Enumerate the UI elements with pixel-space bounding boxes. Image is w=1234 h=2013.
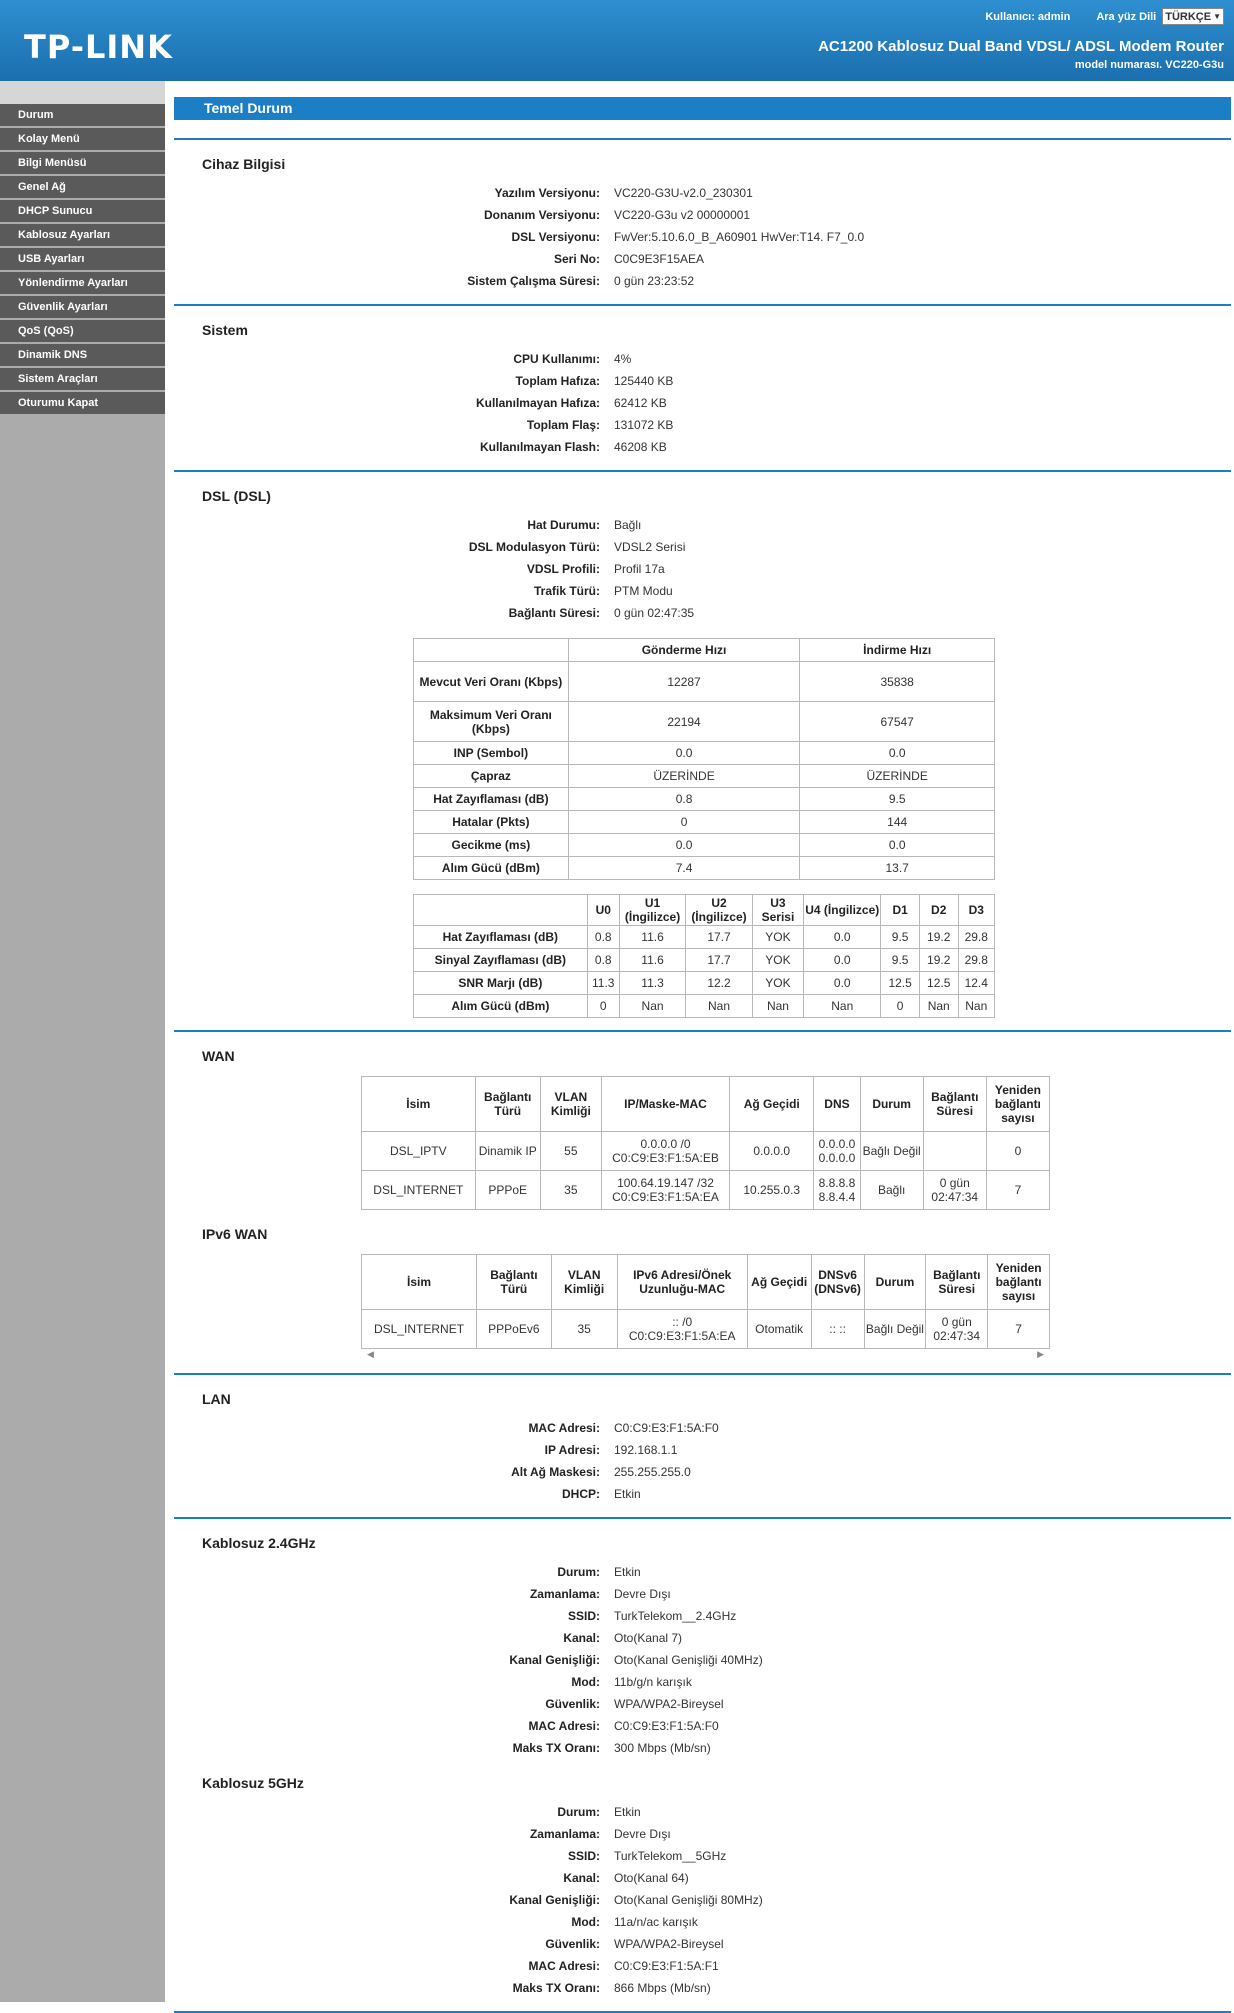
- info-row: [174, 1801, 1231, 1823]
- info-row: [174, 1715, 1231, 1737]
- table-row: [414, 972, 995, 995]
- section-title-system: Sistem: [202, 322, 248, 338]
- table-cell: 0: [986, 1132, 1049, 1171]
- table-header-cell: Ağ Geçidi: [747, 1255, 811, 1310]
- table-row: [414, 834, 995, 857]
- language-select-value: TÜRKÇE: [1165, 10, 1212, 23]
- table-cell: 22194: [568, 702, 800, 742]
- table-cell: 12.5: [919, 972, 958, 995]
- table-cell: [923, 1132, 986, 1171]
- info-label: Bağlantı Süresi:: [508, 606, 600, 620]
- info-row: [174, 182, 1231, 204]
- table-cell: Bağlı: [860, 1171, 923, 1210]
- sidebar-item-1[interactable]: Kolay Menü: [0, 128, 165, 150]
- section-title-wireless-24: Kablosuz 2.4GHz: [202, 1535, 316, 1551]
- page-title: Temel Durum: [174, 97, 1231, 120]
- table-cell: PPPoE: [475, 1171, 540, 1210]
- section-title-wan: WAN: [202, 1048, 235, 1064]
- tp-link-logo: TP-LINK: [24, 28, 173, 66]
- info-row: [174, 1977, 1231, 1999]
- sidebar-item-7[interactable]: Yönlendirme Ayarları: [0, 272, 165, 294]
- table-cell: 0.0: [568, 834, 800, 857]
- info-label: Kullanılmayan Hafıza:: [475, 396, 600, 410]
- table-cell: 9.5: [881, 926, 920, 949]
- info-label: CPU Kullanımı:: [513, 352, 600, 366]
- table-header-cell: [414, 639, 569, 662]
- table-cell: 9.5: [800, 788, 995, 811]
- info-value: Devre Dışı: [614, 1587, 671, 1601]
- info-label: VDSL Profili:: [526, 562, 600, 576]
- table-cell: Mevcut Veri Oranı (Kbps): [414, 662, 569, 702]
- table-header-cell: VLAN Kimliği: [551, 1255, 617, 1310]
- table-cell: 7.4: [568, 857, 800, 880]
- table-cell: Bağlı Değil: [860, 1132, 923, 1171]
- table-cell: 0.8: [568, 788, 800, 811]
- info-label: SSID:: [567, 1609, 600, 1623]
- table-cell: 8.8.8.8 8.8.4.4: [814, 1171, 860, 1210]
- info-value: Etkin: [614, 1805, 641, 1819]
- header-info: [818, 8, 1224, 71]
- table-header-cell: VLAN Kimliği: [540, 1077, 601, 1132]
- info-label: Güvenlik:: [545, 1937, 600, 1951]
- table-header-cell: DNSv6 (DNSv6): [811, 1255, 864, 1310]
- info-row: [174, 1823, 1231, 1845]
- section-title-ipv6-wan: IPv6 WAN: [202, 1226, 268, 1242]
- info-row: [174, 1671, 1231, 1693]
- table-cell: DSL_INTERNET: [362, 1310, 477, 1349]
- info-row: [174, 1955, 1231, 1977]
- info-row: [174, 392, 1231, 414]
- ui-language-label: Ara yüz Dili: [1096, 10, 1157, 23]
- info-value: Oto(Kanal 64): [614, 1871, 689, 1885]
- table-cell: 12287: [568, 662, 800, 702]
- info-value: Oto(Kanal Genişliği 40MHz): [614, 1653, 763, 1667]
- table-cell: Hat Zayıflaması (dB): [414, 926, 588, 949]
- section-title-device: Cihaz Bilgisi: [202, 156, 286, 172]
- table-header-cell: Bağlantı Süresi: [926, 1255, 988, 1310]
- table-cell: Nan: [752, 995, 803, 1018]
- info-label: Kanal Genişliği:: [509, 1893, 600, 1907]
- table-row: [414, 702, 995, 742]
- table-header-cell: İsim: [362, 1255, 477, 1310]
- info-label: DSL Modulasyon Türü:: [468, 540, 600, 554]
- info-value: Oto(Kanal 7): [614, 1631, 683, 1645]
- table-cell: Otomatik: [747, 1310, 811, 1349]
- table-cell: 0 gün 02:47:34: [926, 1310, 988, 1349]
- table-cell: Dinamik IP: [475, 1132, 540, 1171]
- table-cell: DSL_INTERNET: [362, 1171, 476, 1210]
- info-label: Kanal Genişliği:: [509, 1653, 600, 1667]
- table-header-cell: [414, 895, 588, 926]
- info-label: IP Adresi:: [544, 1443, 600, 1457]
- dsl-section: [174, 472, 1231, 1030]
- top-header: [0, 0, 1234, 81]
- table-cell: ÜZERİNDE: [568, 765, 800, 788]
- table-cell: INP (Sembol): [414, 742, 569, 765]
- table-header-cell: U1 (İngilizce): [619, 895, 685, 926]
- info-label: Kanal:: [563, 1871, 600, 1885]
- table-cell: 0.0: [804, 926, 881, 949]
- table-cell: 0.0: [800, 834, 995, 857]
- table-cell: Nan: [804, 995, 881, 1018]
- sidebar-item-10[interactable]: Dinamik DNS: [0, 344, 165, 366]
- info-value: 300 Mbps (Mb/sn): [614, 1741, 711, 1755]
- info-label: Durum:: [557, 1805, 600, 1819]
- table-row: [414, 765, 995, 788]
- info-label: DHCP:: [562, 1487, 600, 1501]
- table-row: [414, 662, 995, 702]
- table-row: [414, 788, 995, 811]
- table-cell: Alım Gücü (dBm): [414, 995, 588, 1018]
- dsl-band-table: [413, 894, 995, 1018]
- info-row: [174, 558, 1231, 580]
- sidebar-item-5[interactable]: Kablosuz Ayarları: [0, 224, 165, 246]
- table-header-cell: IP/Maske-MAC: [601, 1077, 729, 1132]
- table-cell: 0.0.0.0 0.0.0.0: [814, 1132, 860, 1171]
- info-row: [174, 536, 1231, 558]
- scroll-left-icon[interactable]: ◀: [367, 1349, 374, 1359]
- info-label: Toplam Flaş:: [526, 418, 600, 432]
- info-value: 866 Mbps (Mb/sn): [614, 1981, 711, 1995]
- info-value: 4%: [614, 352, 632, 366]
- table-cell: 11.6: [619, 949, 685, 972]
- info-label: Zamanlama:: [529, 1587, 600, 1601]
- info-row: [174, 1583, 1231, 1605]
- table-cell: 17.7: [686, 926, 752, 949]
- table-header-row: [414, 639, 995, 662]
- table-cell: 7: [986, 1171, 1049, 1210]
- info-value: Bağlı: [614, 518, 642, 532]
- table-header-cell: D1: [881, 895, 920, 926]
- info-label: MAC Adresi:: [528, 1959, 600, 1973]
- table-header-row: [414, 895, 995, 926]
- table-cell: 12.4: [958, 972, 995, 995]
- table-header-cell: D3: [958, 895, 995, 926]
- main-content: [174, 97, 1231, 2013]
- language-select[interactable]: [1162, 8, 1224, 25]
- info-row: [174, 1605, 1231, 1627]
- info-value: 46208 KB: [614, 440, 667, 454]
- table-cell: ÜZERİNDE: [800, 765, 995, 788]
- table-row: [414, 949, 995, 972]
- info-row: [174, 514, 1231, 536]
- table-header-row: [362, 1077, 1050, 1132]
- table-cell: 0.8: [587, 926, 619, 949]
- table-cell: :: /0 C0:C9:E3:F1:5A:EA: [617, 1310, 747, 1349]
- info-row: [174, 1483, 1231, 1505]
- wireless-24-section: [174, 1519, 1231, 2011]
- table-cell: 35838: [800, 662, 995, 702]
- table-row: [414, 926, 995, 949]
- table-header-cell: Durum: [860, 1077, 923, 1132]
- info-value: 0 gün 23:23:52: [614, 274, 695, 288]
- table-header-cell: Ağ Geçidi: [730, 1077, 814, 1132]
- table-header-cell: Bağlantı Süresi: [923, 1077, 986, 1132]
- table-cell: YOK: [752, 949, 803, 972]
- info-row: [174, 436, 1231, 458]
- info-label: Yazılım Versiyonu:: [494, 186, 600, 200]
- info-row: [174, 1439, 1231, 1461]
- info-value: Oto(Kanal Genişliği 80MHz): [614, 1893, 763, 1907]
- info-label: Toplam Hafıza:: [515, 374, 600, 388]
- info-row: [174, 1561, 1231, 1583]
- wan-table: [361, 1076, 1050, 1210]
- info-value: WPA/WPA2-Bireysel: [614, 1937, 724, 1951]
- info-label: Maks TX Oranı:: [512, 1981, 600, 1995]
- table-cell: Nan: [919, 995, 958, 1018]
- table-cell: Hatalar (Pkts): [414, 811, 569, 834]
- table-cell: 0.8: [587, 949, 619, 972]
- info-value: TurkTelekom__2.4GHz: [614, 1609, 737, 1623]
- device-info-section: [174, 140, 1231, 304]
- section-title-wireless-5: Kablosuz 5GHz: [202, 1775, 304, 1791]
- info-label: DSL Versiyonu:: [511, 230, 600, 244]
- table-header-row: [362, 1255, 1050, 1310]
- info-row: [174, 204, 1231, 226]
- table-cell: 0.0.0.0: [730, 1132, 814, 1171]
- info-label: Maks TX Oranı:: [512, 1741, 600, 1755]
- table-cell: YOK: [752, 972, 803, 995]
- table-header-cell: İsim: [362, 1077, 476, 1132]
- info-value: VDSL2 Serisi: [614, 540, 686, 554]
- info-value: 62412 KB: [614, 396, 667, 410]
- table-header-cell: U3 Serisi: [752, 895, 803, 926]
- table-header-cell: D2: [919, 895, 958, 926]
- lan-section: [174, 1375, 1231, 1517]
- info-value: C0C9E3F15AEA: [614, 252, 705, 266]
- table-row: [362, 1132, 1050, 1171]
- info-value: VC220-G3u v2 00000001: [614, 208, 751, 222]
- table-cell: 35: [540, 1171, 601, 1210]
- table-header-cell: DNS: [814, 1077, 860, 1132]
- info-row: [174, 1933, 1231, 1955]
- table-cell: Sinyal Zayıflaması (dB): [414, 949, 588, 972]
- info-value: 192.168.1.1: [614, 1443, 678, 1457]
- info-row: [174, 1867, 1231, 1889]
- info-row: [174, 348, 1231, 370]
- sidebar: [0, 81, 165, 2002]
- table-cell: Çapraz: [414, 765, 569, 788]
- table-header-cell: IPv6 Adresi/Önek Uzunluğu-MAC: [617, 1255, 747, 1310]
- table-cell: Nan: [619, 995, 685, 1018]
- sidebar-item-2[interactable]: Bilgi Menüsü: [0, 152, 165, 174]
- info-value: C0:C9:E3:F1:5A:F0: [614, 1719, 719, 1733]
- info-row: [174, 1627, 1231, 1649]
- info-value: TurkTelekom__5GHz: [614, 1849, 727, 1863]
- info-label: Mod:: [571, 1675, 600, 1689]
- table-cell: 0.0.0.0 /0 C0:C9:E3:F1:5A:EB: [601, 1132, 729, 1171]
- table-cell: YOK: [752, 926, 803, 949]
- chevron-down-icon: ▼: [1213, 12, 1221, 21]
- model-number: model numarası. VC220-G3u: [1074, 59, 1224, 71]
- sidebar-item-11[interactable]: Sistem Araçları: [0, 368, 165, 390]
- info-row: [174, 370, 1231, 392]
- table-cell: 29.8: [958, 949, 995, 972]
- table-cell: 100.64.19.147 /32 C0:C9:E3:F1:5A:EA: [601, 1171, 729, 1210]
- info-row: [174, 1845, 1231, 1867]
- table-cell: 55: [540, 1132, 601, 1171]
- table-cell: 13.7: [800, 857, 995, 880]
- ipv6-wan-table: [361, 1254, 1050, 1349]
- info-row: [174, 1649, 1231, 1671]
- info-value: Etkin: [614, 1487, 641, 1501]
- info-row: [174, 226, 1231, 248]
- section-title-dsl: DSL (DSL): [202, 488, 271, 504]
- table-cell: 144: [800, 811, 995, 834]
- info-value: FwVer:5.10.6.0_B_A60901 HwVer:T14. F7_0.0: [614, 230, 865, 244]
- sidebar-item-8[interactable]: Güvenlik Ayarları: [0, 296, 165, 318]
- table-cell: 11.3: [619, 972, 685, 995]
- table-cell: Gecikme (ms): [414, 834, 569, 857]
- table-header-cell: Durum: [864, 1255, 926, 1310]
- info-label: Seri No:: [553, 252, 600, 266]
- table-header-cell: İndirme Hızı: [800, 639, 995, 662]
- table-cell: 0.0: [568, 742, 800, 765]
- table-cell: 67547: [800, 702, 995, 742]
- table-cell: 7: [988, 1310, 1050, 1349]
- info-label: Hat Durumu:: [527, 518, 600, 532]
- table-cell: 0: [881, 995, 920, 1018]
- table-cell: 0: [587, 995, 619, 1018]
- table-cell: PPPoEv6: [477, 1310, 552, 1349]
- table-cell: 0.0: [800, 742, 995, 765]
- table-row: [414, 811, 995, 834]
- info-label: SSID:: [567, 1849, 600, 1863]
- sidebar-item-4[interactable]: DHCP Sunucu: [0, 200, 165, 222]
- dsl-rate-table: [413, 638, 995, 880]
- user-label: Kullanıcı: admin: [985, 10, 1071, 23]
- sidebar-item-9[interactable]: QoS (QoS): [0, 320, 165, 342]
- info-value: C0:C9:E3:F1:5A:F1: [614, 1959, 719, 1973]
- info-value: Devre Dışı: [614, 1827, 671, 1841]
- info-value: 11b/g/n karışık: [614, 1675, 692, 1689]
- horizontal-scrollbar[interactable]: [361, 1349, 1050, 1361]
- table-cell: 11.6: [619, 926, 685, 949]
- table-header-cell: U2 (İngilizce): [686, 895, 752, 926]
- info-value: PTM Modu: [614, 584, 673, 598]
- table-row: [414, 857, 995, 880]
- sidebar-item-6[interactable]: USB Ayarları: [0, 248, 165, 270]
- table-cell: 19.2: [919, 949, 958, 972]
- info-value: 11a/n/ac karışık: [614, 1915, 698, 1929]
- table-cell: 12.5: [881, 972, 920, 995]
- table-cell: 11.3: [587, 972, 619, 995]
- table-row: [414, 742, 995, 765]
- table-cell: 12.2: [686, 972, 752, 995]
- info-row: [174, 1737, 1231, 1759]
- info-value: 125440 KB: [614, 374, 674, 388]
- table-header-cell: Yeniden bağlantı sayısı: [988, 1255, 1050, 1310]
- wan-section: [174, 1032, 1231, 1373]
- info-label: Alt Ağ Maskesi:: [511, 1465, 600, 1479]
- info-label: Donanım Versiyonu:: [483, 208, 600, 222]
- info-row: [174, 1911, 1231, 1933]
- info-row: [174, 248, 1231, 270]
- table-cell: :: ::: [811, 1310, 864, 1349]
- info-row: [174, 414, 1231, 436]
- table-header-cell: Gönderme Hızı: [568, 639, 800, 662]
- table-header-cell: U0: [587, 895, 619, 926]
- table-cell: 19.2: [919, 926, 958, 949]
- info-value: Profil 17a: [614, 562, 665, 576]
- table-cell: Bağlı Değil: [864, 1310, 926, 1349]
- info-label: Durum:: [557, 1565, 600, 1579]
- info-value: WPA/WPA2-Bireysel: [614, 1697, 724, 1711]
- table-cell: 0.0: [804, 949, 881, 972]
- sidebar-menu: [0, 104, 165, 414]
- table-cell: Maksimum Veri Oranı (Kbps): [414, 702, 569, 742]
- info-row: [174, 580, 1231, 602]
- table-cell: 0: [568, 811, 800, 834]
- table-cell: Alım Gücü (dBm): [414, 857, 569, 880]
- info-row: [174, 602, 1231, 624]
- table-cell: 9.5: [881, 949, 920, 972]
- table-cell: 29.8: [958, 926, 995, 949]
- table-row: [362, 1310, 1050, 1349]
- info-value: VC220-G3U-v2.0_230301: [614, 186, 753, 200]
- info-label: Kullanılmayan Flash:: [479, 440, 600, 454]
- sidebar-item-12[interactable]: Oturumu Kapat: [0, 392, 165, 414]
- info-row: [174, 270, 1231, 292]
- table-cell: DSL_IPTV: [362, 1132, 476, 1171]
- section-title-lan: LAN: [202, 1391, 231, 1407]
- table-row: [414, 995, 995, 1018]
- info-label: Kanal:: [563, 1631, 600, 1645]
- info-row: [174, 1693, 1231, 1715]
- info-label: MAC Adresi:: [528, 1719, 600, 1733]
- table-cell: 0 gün 02:47:34: [923, 1171, 986, 1210]
- table-cell: SNR Marjı (dB): [414, 972, 588, 995]
- table-cell: 17.7: [686, 949, 752, 972]
- sidebar-item-0[interactable]: Durum: [0, 104, 165, 126]
- system-section: [174, 306, 1231, 470]
- info-value: 0 gün 02:47:35: [614, 606, 695, 620]
- info-label: Mod:: [571, 1915, 600, 1929]
- table-header-cell: U4 (İngilizce): [804, 895, 881, 926]
- info-value: 131072 KB: [614, 418, 674, 432]
- table-cell: 10.255.0.3: [730, 1171, 814, 1210]
- info-label: MAC Adresi:: [528, 1421, 600, 1435]
- info-label: Güvenlik:: [545, 1697, 600, 1711]
- table-cell: 0.0: [804, 972, 881, 995]
- info-label: Zamanlama:: [529, 1827, 600, 1841]
- table-cell: 35: [551, 1310, 617, 1349]
- info-value: 255.255.255.0: [614, 1465, 691, 1479]
- info-row: [174, 1461, 1231, 1483]
- table-row: [362, 1171, 1050, 1210]
- table-cell: Nan: [686, 995, 752, 1018]
- info-value: Etkin: [614, 1565, 641, 1579]
- info-row: [174, 1417, 1231, 1439]
- scroll-right-icon[interactable]: ▶: [1037, 1349, 1044, 1359]
- info-row: [174, 1889, 1231, 1911]
- info-label: Sistem Çalışma Süresi:: [467, 274, 600, 288]
- table-cell: Hat Zayıflaması (dB): [414, 788, 569, 811]
- model-title: AC1200 Kablosuz Dual Band VDSL/ ADSL Modem Router: [818, 38, 1224, 55]
- sidebar-item-3[interactable]: Genel Ağ: [0, 176, 165, 198]
- table-header-cell: Bağlantı Türü: [475, 1077, 540, 1132]
- info-value: C0:C9:E3:F1:5A:F0: [614, 1421, 719, 1435]
- table-cell: Nan: [958, 995, 995, 1018]
- info-label: Trafik Türü:: [533, 584, 600, 598]
- table-header-cell: Yeniden bağlantı sayısı: [986, 1077, 1049, 1132]
- table-header-cell: Bağlantı Türü: [477, 1255, 552, 1310]
